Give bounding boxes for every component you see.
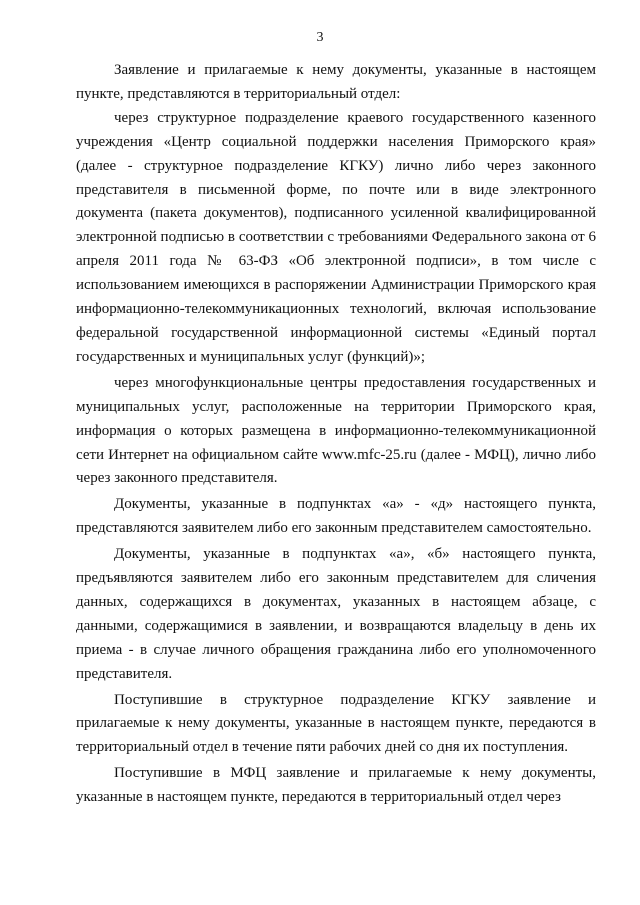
document-body bbox=[76, 59, 596, 812]
paragraph-documents-a-d: Документы, указанные в подпунктах «а» - «д» настоящего пункта, представляются заявителем либо его законным представителем самостоятельно. bbox=[76, 496, 596, 537]
paragraph-via-mfc: через многофункциональные центры предоставления государственных и муниципальных услуг, расположенные на территории Приморского края, информация о которых размещена в информационно-телекоммуникационной сети Интернет на официальном сайте www.mfc-25.ru (далее - МФЦ), лично либо через законного представителя. bbox=[76, 374, 596, 487]
paragraph-kgku-transfer: Поступившие в структурное подразделение КГКУ заявление и прилагаемые к нему документы, указанные в настоящем пункте, передаются в территориальный отдел в течение пяти рабочих дней со дня их поступления. bbox=[76, 691, 596, 756]
paragraph-submission-intro: Заявление и прилагаемые к нему документы, указанные в настоящем пункте, представляются в территориальный отдел: bbox=[76, 62, 596, 102]
paragraph-mfc-transfer: Поступившие в МФЦ заявление и прилагаемые к нему документы, указанные в настоящем пункте, передаются в территориальный отдел через bbox=[76, 765, 596, 806]
paragraph-documents-a-b: Документы, указанные в подпунктах «а», «б» настоящего пункта, предъявляются заявителем либо его законным представителем для сличения данных, содержащихся в документах, указанных в настоящем абзаце, с данными, содержащимися в заявлении, и возвращаются владельцу в день их приема - в случае личного обращения гражданина либо его уполномоченного представителя. bbox=[76, 546, 596, 682]
page-number: 3 bbox=[316, 30, 324, 45]
paragraph-via-kgku: через структурное подразделение краевого государственного казенного учреждения «Центр социальной поддержки населения Приморского края» (далее - структурное подразделение КГКУ) лично либо через законного представителя в письменной форме, по почте или в виде электронного документа (пакета документов), подписанного усиленной квалифицированной электронной подписью в соответствии с требованиями Федерального закона от 6 апреля 2011 года № 63-ФЗ «Об электронной подписи», в том числе с использованием имеющихся в распоряжении Администрации Приморского края информационно-телекоммуникационных технологий, включая использование федеральной государственной информационной системы «Единый портал государственных и муниципальных услуг (функций)»; bbox=[76, 109, 596, 365]
